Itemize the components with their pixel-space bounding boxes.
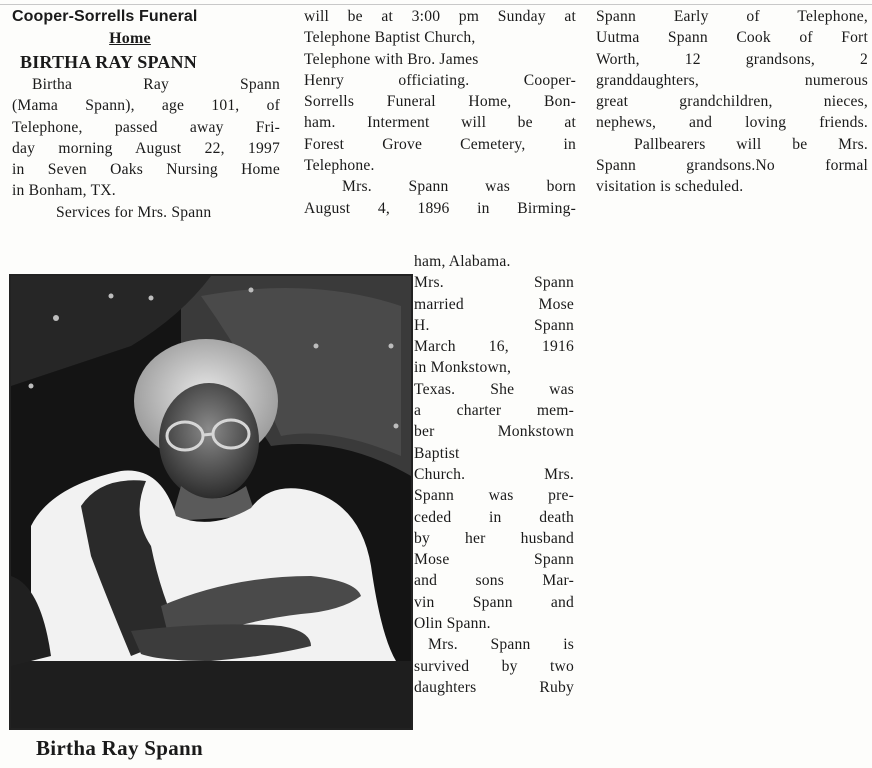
funeral-home-name: Cooper-Sorrells Funeral	[12, 8, 198, 25]
text-line: Spann Early of Telephone,	[596, 8, 868, 25]
text-line: visitation is scheduled.	[596, 178, 744, 196]
text-line: daughters Ruby	[414, 678, 574, 696]
text-line: ber Monkstown	[414, 423, 574, 441]
text-line: Telephone.	[304, 157, 375, 175]
text-line: in Seven Oaks Nursing Home	[12, 161, 280, 179]
text-line: Forest Grove Cemetery, in	[304, 135, 576, 153]
obituary-column-2	[304, 6, 576, 219]
obituary-photo	[9, 274, 413, 730]
text-line: Spann grandsons.No formal	[596, 157, 868, 175]
text-line: great grandchildren, nieces,	[596, 93, 868, 111]
text-line: vin Spann and	[414, 593, 574, 611]
portrait-illustration	[11, 276, 411, 728]
text-line: Mrs. Spann	[414, 274, 574, 292]
text-line: Birtha Ray Spann	[32, 76, 280, 93]
text-line: Pallbearers will be Mrs.	[634, 135, 868, 153]
photo-caption: Birtha Ray Spann	[36, 736, 204, 760]
text-line: will be at 3:00 pm Sunday at	[304, 8, 576, 25]
text-line: survived by two	[414, 657, 574, 675]
text-line: ham. Interment will be at	[304, 114, 576, 132]
text-line: ham, Alabama.	[414, 253, 511, 270]
obituary-column-3	[596, 6, 868, 198]
text-line: Telephone Baptist Church,	[304, 29, 476, 47]
text-line: Mose Spann	[414, 551, 574, 569]
text-line: Baptist	[414, 444, 460, 462]
text-line: Olin Spann.	[414, 615, 491, 633]
text-line: Uutma Spann Cook of Fort	[596, 29, 868, 47]
text-line: married Mose	[414, 295, 574, 313]
text-line: Telephone, passed away Fri-	[12, 118, 280, 136]
text-line: Mrs. Spann is	[428, 636, 574, 654]
clipping-edge	[0, 4, 872, 5]
text-line: by her husband	[414, 529, 574, 547]
text-line: Worth, 12 grandsons, 2	[596, 50, 868, 68]
text-line: in Bonham, TX.	[12, 182, 116, 200]
text-line: Services for Mrs. Spann	[56, 203, 212, 221]
text-line: Spann was pre-	[414, 487, 574, 505]
text-line: day morning August 22, 1997	[12, 139, 280, 157]
text-line: Church. Mrs.	[414, 465, 574, 483]
text-line: Henry officiating. Cooper-	[304, 71, 576, 89]
text-line: Texas. She was	[414, 380, 574, 398]
text-line: Telephone with Bro. James	[304, 50, 479, 68]
obituary-headline: BIRTHA RAY SPANN	[20, 52, 197, 72]
text-line: Mrs. Spann was born	[342, 178, 576, 196]
text-line: in Monkstown,	[414, 359, 512, 377]
obituary-column-1	[12, 6, 280, 223]
text-line: a charter mem-	[414, 402, 574, 420]
text-line: (Mama Spann), age 101, of	[12, 97, 280, 115]
text-line: August 4, 1896 in Birming-	[304, 199, 576, 217]
text-line: nephews, and loving friends.	[596, 114, 868, 132]
obituary-column-2-narrow	[414, 251, 574, 698]
text-line: granddaughters, numerous	[596, 71, 868, 89]
funeral-home-subtitle: Home	[109, 30, 151, 47]
text-line: Sorrells Funeral Home, Bon-	[304, 93, 576, 111]
text-line: March 16, 1916	[414, 338, 574, 356]
text-line: and sons Mar-	[414, 572, 574, 590]
text-line: H. Spann	[414, 316, 574, 334]
text-line: ceded in death	[414, 508, 574, 526]
